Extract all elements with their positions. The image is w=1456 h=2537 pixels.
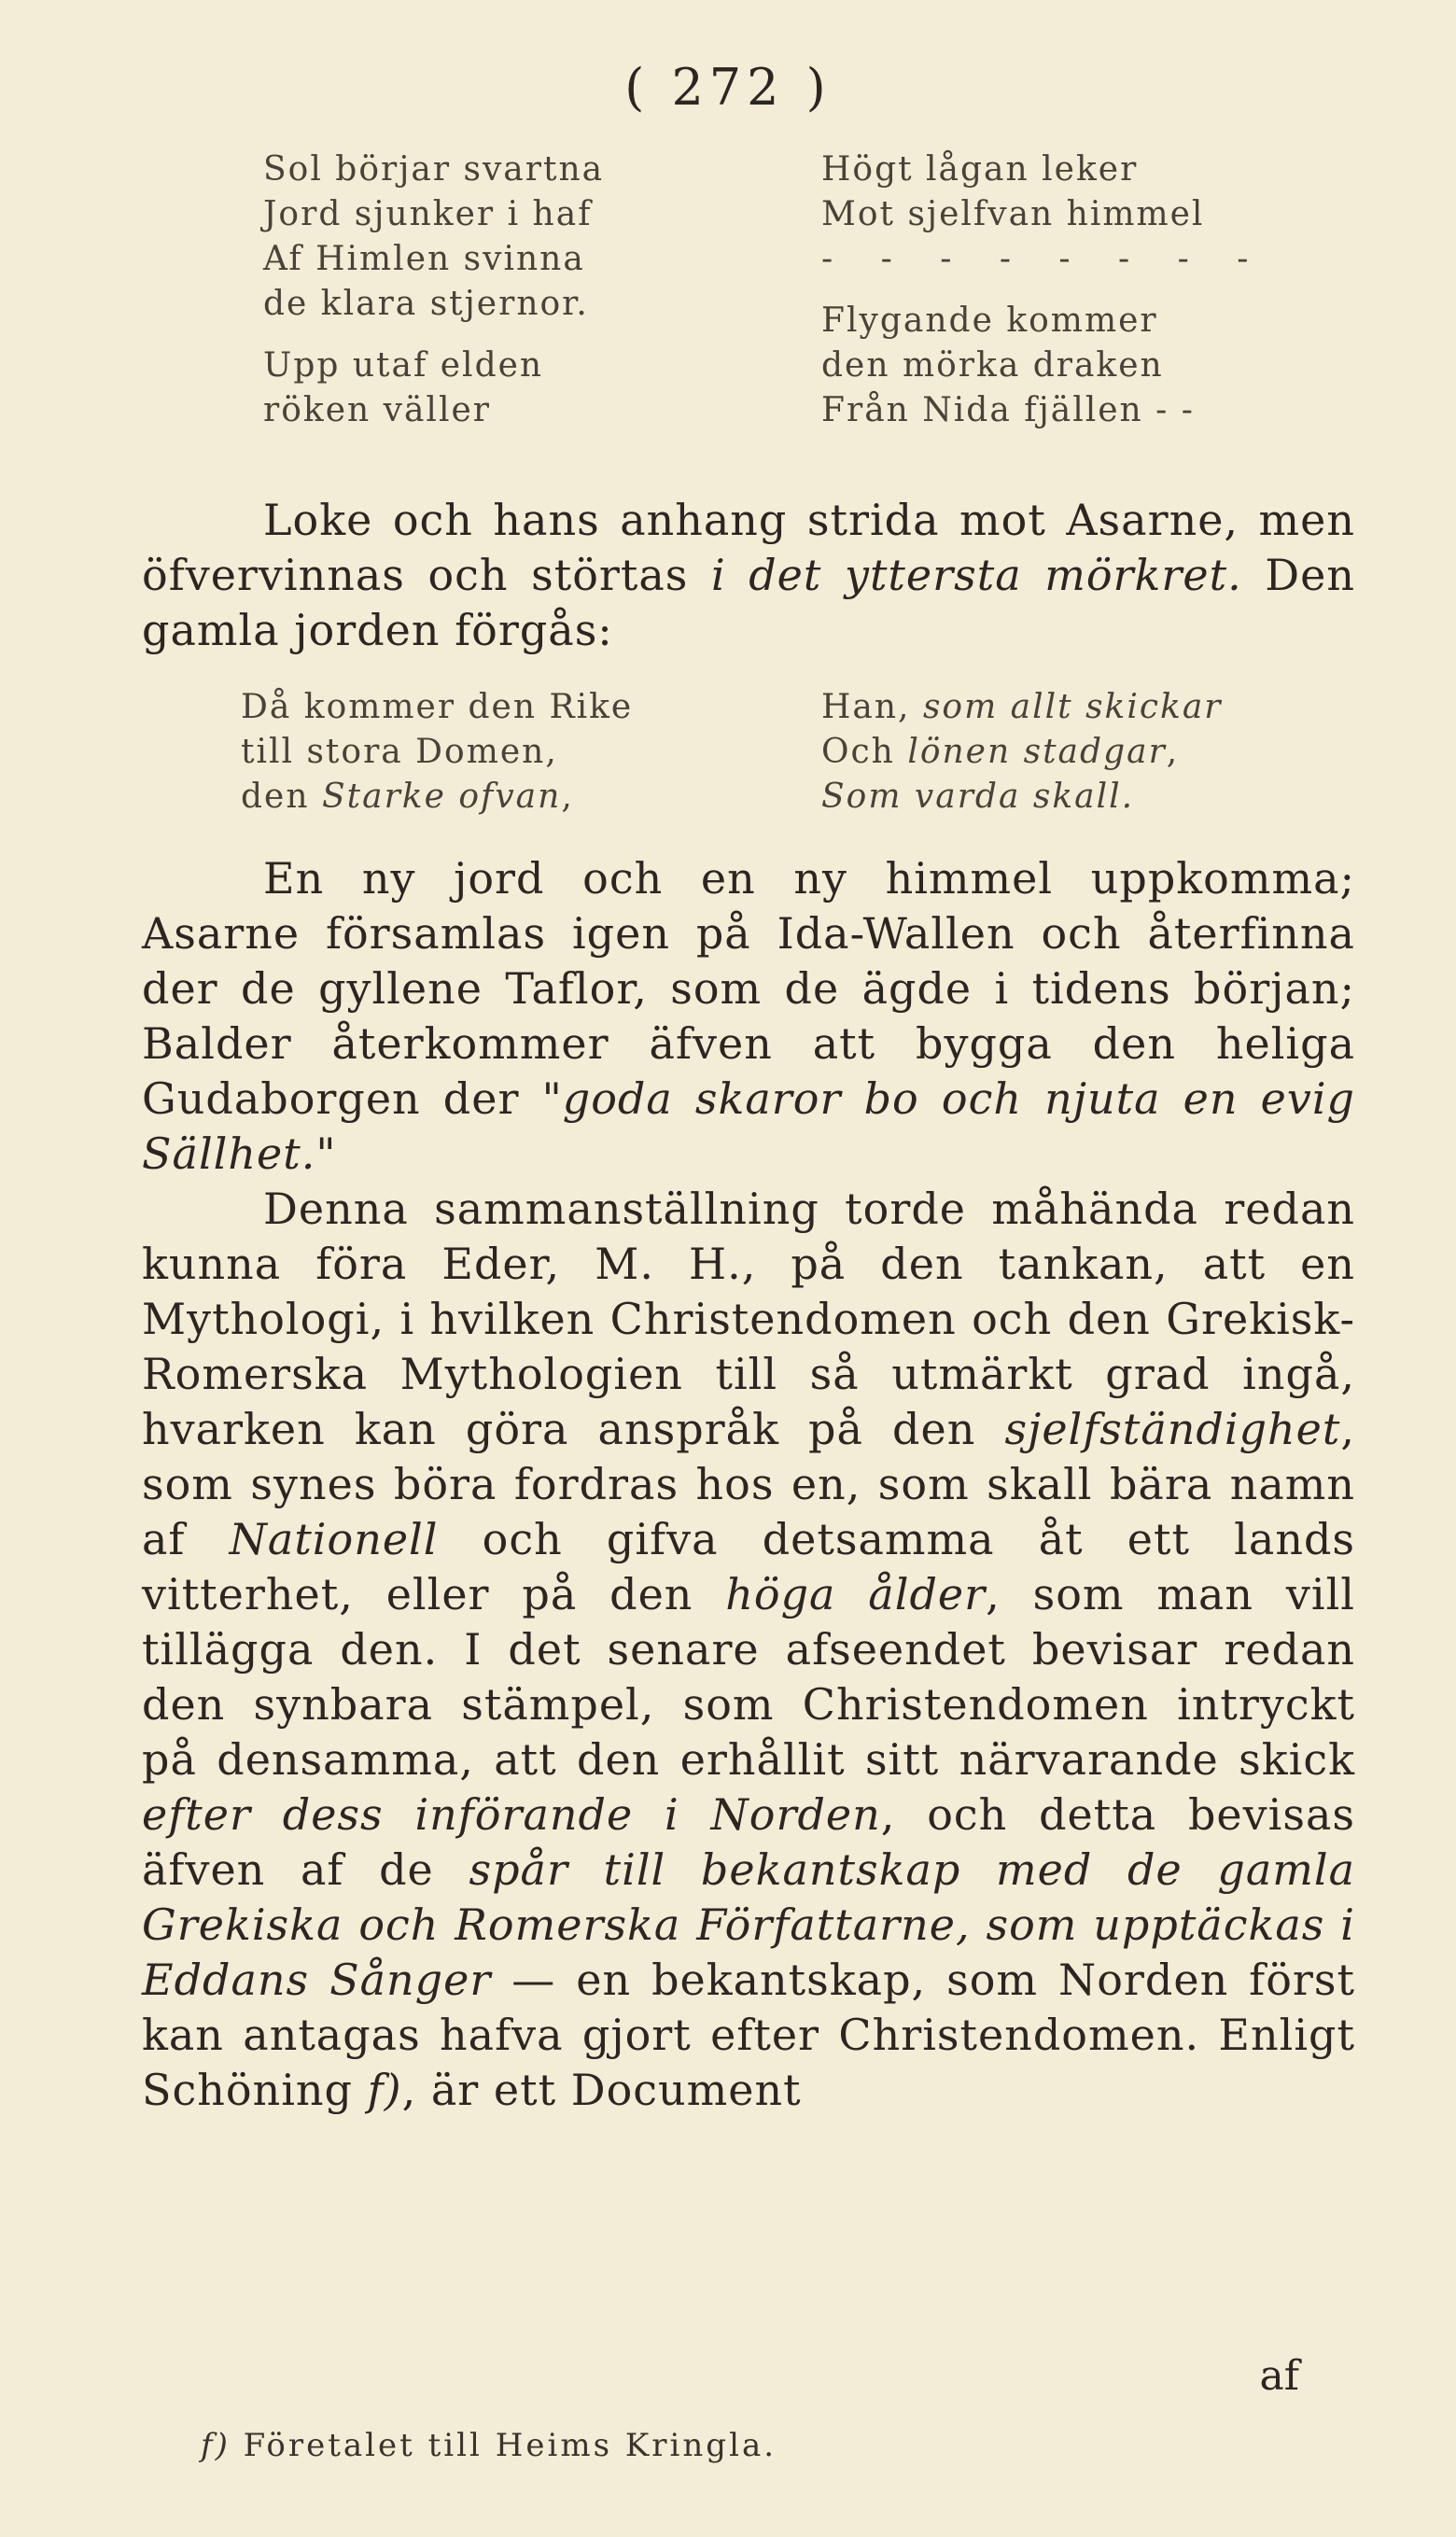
italic-phrase: Nationell (229, 1514, 439, 1564)
footnote (201, 2427, 777, 2464)
verse-1-left-column (263, 147, 604, 433)
verse-line: Flygande kommer (821, 301, 1158, 340)
verse-ellipsis: - - - - - - - - (821, 240, 1267, 278)
verse-line: Då kommer den Rike (241, 688, 634, 726)
footnote-reference: f) (367, 2065, 402, 2115)
verse-line: Han, som allt skickar (821, 688, 1223, 726)
italic-phrase: efter dess införande i Norden (142, 1789, 881, 1840)
paragraph-2: En ny jord och en ny himmel uppkomma; Asarne församlas igen på Ida-Wallen och återfinna der de gyllene Taflor, som de ägde i tidens början; Balder återkommer äfven att bygga den heliga Gudaborgen der "goda skaror bo och njuta en evig Sällhet." (142, 853, 1355, 1179)
italic-phrase: sjelfständighet (1004, 1404, 1341, 1454)
verse-line: den Starke ofvan, (241, 778, 574, 816)
italic-phrase: spår till bekantskap med de gamla Grekiska och Romerska Författarne, som upptäckas i Eddans Sånger (142, 1844, 1355, 2005)
verse-line: Och lönen stadgar, (821, 733, 1180, 771)
italic-phrase: i det yttersta mörkret. (710, 550, 1242, 600)
verse-line: Sol börjar svartna (263, 150, 605, 189)
verse-line: den mörka draken (821, 346, 1164, 385)
verse-1-right-column (821, 147, 1267, 433)
paragraph-1-text: Loke och hans anhang strida mot Asarne, men öfvervinnas och störtas i det yttersta mörkret. Den gamla jorden förgås: (142, 495, 1355, 655)
verse-line: Från Nida fjällen - - (821, 391, 1195, 429)
paragraph-3: Denna sammanställning torde måhända redan kunna föra Eder, M. H., på den tankan, att en Mythologi, i hvilken Christendomen och den Grekisk-Romerska Mythologien till så utmärkt grad ingå, hvarken kan göra anspråk på den sjelfständighet, som synes böra fordras hos en, som skall bära namn af Nationell och gifva detsamma åt ett lands vitterhet, eller på den höga ålder, som man vill tillägga den. I det senare afseendet bevisar redan den synbara stämpel, som Christendomen intryckt på densamma, att den erhållit sitt närvarande skick efter dess införande i Norden, och detta bevisas äfven af de spår till bekantskap med de gamla Grekiska och Romerska Författarne, som upptäckas i Eddans Sånger — en bekantskap, som Norden först kan antagas hafva gjort efter Christendomen. Enligt Schöning f), är ett Document (142, 1184, 1355, 2115)
paragraph-1 (142, 493, 1355, 658)
verse-2-right-column (821, 685, 1223, 820)
footnote-text: Företalet till Heims Kringla. (230, 2427, 777, 2464)
verse-line: Jord sjunker i haf (263, 195, 593, 233)
verse-2-left-column (241, 685, 633, 820)
verse-line: Högt lågan leker (821, 150, 1139, 189)
verse-line: till stora Domen, (241, 733, 558, 771)
verse-line: Af Himlen svinna (263, 240, 585, 278)
page-number: ( 272 ) (624, 58, 832, 117)
verse-line: Mot sjelfvan himmel (821, 195, 1205, 233)
italic-phrase: höga ålder (725, 1569, 987, 1619)
main-text (142, 851, 1355, 2118)
footnote-marker: f) (201, 2427, 231, 2464)
catchword: af (1259, 2352, 1299, 2400)
verse-line: röken väller (263, 391, 491, 429)
italic-phrase: goda skaror bo och njuta en evig Sällhet. (142, 1073, 1355, 1179)
verse-line: Som varda skall. (821, 778, 1135, 816)
verse-line: Upp utaf elden (263, 346, 544, 385)
verse-line: de klara stjernor. (263, 285, 589, 323)
